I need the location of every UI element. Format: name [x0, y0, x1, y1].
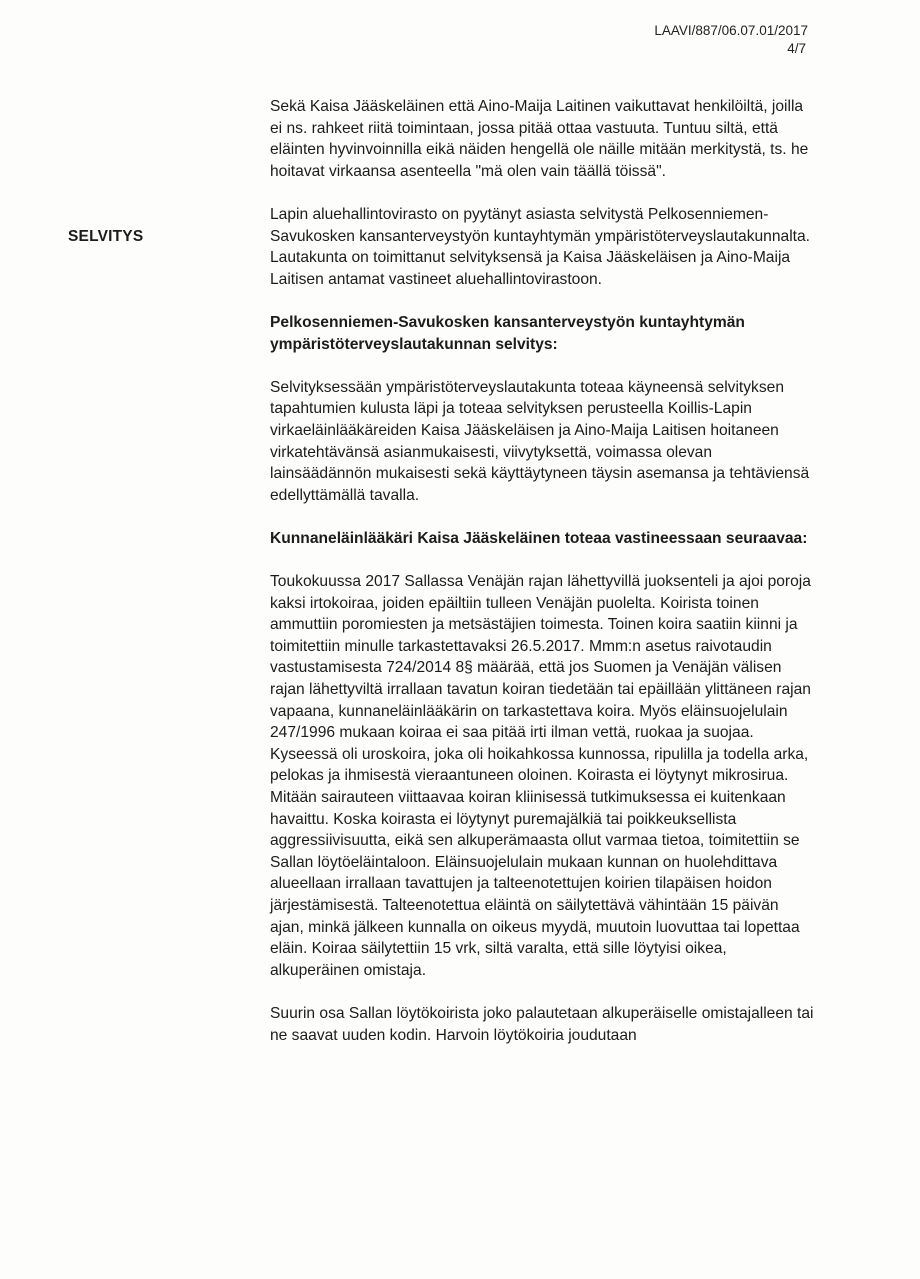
section-heading-selvitys: SELVITYS: [68, 228, 144, 245]
subheading-jaaskelainen-vastine: Kunnaneläinlääkäri Kaisa Jääskeläinen toteaa vastineessaan seuraavaa:: [270, 529, 808, 547]
paragraph-complaint-end: Sekä Kaisa Jääskeläinen että Aino-Maija Laitinen vaikuttavat henkilöiltä, joilla ei ns. rahkeet riitä toimintaan, jossa pitää ottaa vastuuta. Tuntuu siltä, että eläinten hyvinvoinnilla eikä näiden hengellä ole näille mitään merkitystä, ts. he hoitavat virkaansa asenteella "mä olen vain täällä töissä".: [270, 98, 809, 180]
paragraph-lautakunta-statement: Selvityksessään ympäristöterveyslautakunta toteaa käyneensä selvityksen tapahtumien kulusta läpi ja toteaa selvityksen perusteella Koillis-Lapin virkaeläinlääkäreiden Kaisa Jääskeläisen ja Aino-Maija Laitisen hoitaneen virkatehtävänsä asianmukaisesti, viivytyksettä, voimassa olevan lainsäädännön mukaisesti sekä käyttäytyneen täysin asemansa ja tehtäviensä edellyttämällä tavalla.: [270, 378, 810, 504]
paragraph-vastine-body: Toukokuussa 2017 Sallassa Venäjän rajan lähettyvillä juoksenteli ja ajoi poroja kaksi irtokoiraa, joiden epäiltiin tulleen Venäjän puolelta. Koirista toinen ammuttiin poromiesten ja metsästäjien toimesta. Toinen koira saatiin kiinni ja toimitettiin minulle tarkastettavaksi 26.5.2017. Mmm:n asetus raivotaudin vastustamisesta 724/2014 8§ määrää, että jos Suomen ja Venäjän välisen rajan lähettyviltä irrallaan tavatun koiran tiedetään tai epäillään ylittäneen rajan vapaana, kunnaneläinlääkärin on tarkastettava koira. Myös eläinsuojelulain 247/1996 mukaan koiraa ei saa pitää irti ilman vettä, ruokaa ja suojaa. Kyseessä oli uroskoira, joka oli hoikahkossa kunnossa, ripulilla ja todella arka, pelokas ja ihmisestä vieraantuneen oloinen. Koirasta ei löytynyt mikrosirua. Mitään sairauteen viittaavaa koiran kliinisessä tutkimuksessa ei kuitenkaan havaittu. Koska koirasta ei löytynyt puremajälkiä tai poikkeuksellista aggressiivisuutta, eikä sen alkuperämaasta ollut varmaa tietoa, toimitettiin se Sallan löytöeläintaloon. Eläinsuojelulain mukaan kunnan on huolehdittava alueellaan irrallaan tavattujen ja talteenotettujen koirien tilapäisen hoidon järjestämisestä. Talteenotettua eläintä on säilytettävä vähintään 15 päivän ajan, minkä jälkeen kunnalla on oikeus myydä, muutoin luovuttaa tai lopettaa eläin. Koiraa säilytettiin 15 vrk, siltä varalta, että sille löytyisi oikea, alkuperäinen omistaja.: [270, 573, 811, 979]
document-body: [270, 96, 815, 1046]
document-reference-block: [654, 22, 808, 58]
subheading-lautakunta-selvitys: Pelkosenniemen-Savukosken kansanterveystyön kuntayhtymän ympäristöterveyslautakunnan selvitys:: [270, 313, 745, 353]
paragraph-vastine-continued: Suurin osa Sallan löytökoirista joko palautetaan alkuperäiselle omistajalleen tai ne saavat uuden kodin. Harvoin löytökoiria joudutaan: [270, 1004, 814, 1044]
paragraph-selvitys-request: Lapin aluehallintovirasto on pyytänyt asiasta selvitystä Pelkosenniemen-Savukosken kansanterveystyön kuntayhtymän ympäristöterveyslautakunnalta. Lautakunta on toimittanut selvityksensä ja Kaisa Jääskeläisen ja Aino-Maija Laitisen antamat vastineet aluehallintovirastoon.: [270, 205, 811, 288]
page-number: 4/7: [787, 41, 806, 56]
reference-number: LAAVI/887/06.07.01/2017: [654, 23, 808, 38]
